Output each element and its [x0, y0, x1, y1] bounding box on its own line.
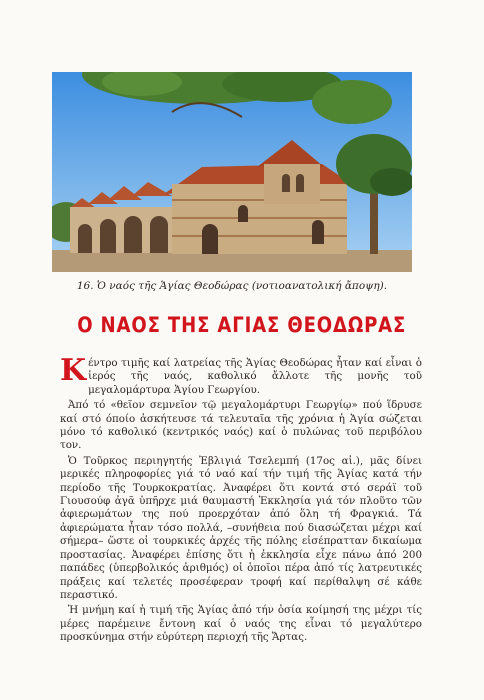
drop-cap: Κ: [60, 353, 87, 388]
figure-caption: 16. Ὁ ναός τῆς Ἁγίας Θεοδώρας (νοτιοανατολική ἄποψη).: [76, 280, 388, 292]
paragraph-2: Ἀπό τό «θεῖον σεμνεῖον τῷ μεγαλομάρτυρι Γεωργίῳ» πού ἵδρυσε καί στό όποίο ἀσκήτευσε τά τελευταῖα τῆς χρόνια ἡ Ἁγία σώζεται μόνο τό καθολικό (κεντρικός ναός) καί ὁ πυλώνας τοῦ περιβόλου τον.: [60, 399, 422, 452]
church-illustration: [52, 72, 412, 272]
paragraph-4: Ἡ μνήμη καί ἡ τιμή τῆς Ἁγίας ἀπό τήν ὁσία κοίμησή της μέχρι τίς μέρες παρέμεινε ἔντονη καί ὁ ναός της εἶναι τό μεγαλύτερο προσκύνημα στήν εὐρύτερη περιοχή τῆς Ἄρτας.: [60, 604, 422, 644]
paragraph-3: Ὁ Τοῦρκος περιηγητής Ἐβλιγιά Τσελεμπή (17ος αἰ.), μᾶς δίνει μερικές πληροφορίες γιά τό ναό καί τήν τιμή τῆς Ἁγίας κατά τήν περίοδο τῆς Τουρκοκρατίας. Ἀναφέρει ὅτι κοντά στό σεράϊ τοῦ Γιουσούφ ἀγᾶ ὑπῆρχε μιά θαυμαστή Ἐκκλησία γιά τόν πλοῦτο τῶν ἀφιερωμάτων της πού προερχόταν ἀπό ὅλη τή Φραγκιά. Τά ἀφιερώματα ἦταν τόσο πολλά, –συνήθεια πού διασώζεται μέχρι καί σήμερα– ὥστε οἱ τουρκικές ἀρχές τῆς πόλης εἰσέπρατταν δικαίωμα προστασίας. Ἀναφέρει ἐπίσης ὅτι ἡ ἐκκλησία εἶχε πάνω ἀπό 200 παπάδες (ὑπερβολικός ἀριθμός) οἱ ὁποῖοι πέρα ἀπό τίς λατρευτικές πράξεις καί τελετές προσέφεραν τροφή καί περίθαλψη σέ κάθε περαστικό.: [60, 454, 422, 601]
paragraph-text: έντρο τιμῆς καί λατρείας τῆς Ἁγίας Θεοδώρας ἦταν καί εἶναι ὁ ἱερός τῆς ναός, καθολικό ἄλλοτε τῆς μονῆς τοῦ μεγαλομάρτυρα Ἁγίου Γεωργίου.: [88, 357, 422, 396]
section-title: Ο ΝΑΟΣ ΤΗΣ ΑΓΙΑΣ ΘΕΟΔΩΡΑΣ: [77, 313, 407, 337]
paragraph-1: [60, 353, 422, 397]
church-photo: [52, 72, 412, 272]
article-body: [60, 353, 422, 647]
